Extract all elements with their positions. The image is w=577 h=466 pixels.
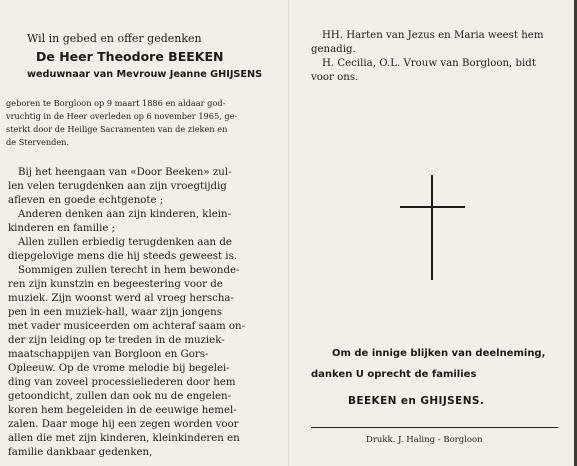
families-names: BEEKEN en GHIJSENS. — [348, 395, 485, 407]
text-line: ren zijn kunstzin en begeestering voor de — [8, 279, 223, 290]
widower-line: weduwnaar van Mevrouw Jeanne GHIJSENS — [27, 69, 263, 80]
text-line: afleven en goede echtgenote ; — [8, 195, 164, 206]
text-line: der zijn leiding op te treden in de muziek- — [8, 335, 225, 346]
text-line: len velen terugdenken aan zijn vroegtijdig — [8, 181, 227, 192]
cross-vertical — [431, 175, 433, 280]
name-surname: BEEKEN — [168, 49, 224, 64]
card-fold-highlight — [289, 0, 291, 466]
text-line: pen in een muziek-hall, waar zijn jongens — [8, 307, 222, 318]
prayer-line: genadig. — [311, 44, 356, 55]
deceased-name — [36, 49, 223, 64]
thanks-line: Om de innige blijken van deelneming, — [332, 348, 546, 359]
text-line: koren hem begeleiden in de eeuwige hemel- — [8, 405, 237, 416]
text-line: Sommigen zullen terecht in hem bewonde- — [18, 265, 240, 276]
text-line: kinderen en familie ; — [8, 223, 116, 234]
text-line: zalen. Daar moge hij een zegen worden voor — [8, 419, 239, 430]
text-line: familie dankbaar gedenken, — [8, 447, 153, 458]
text-line: diepgelovige mens die hij steeds geweest is. — [8, 251, 238, 262]
prayer-line: HH. Harten van Jezus en Maria weest hem — [322, 30, 544, 41]
text-line: Anderen denken aan zijn kinderen, klein- — [18, 209, 232, 220]
bio-line: geboren te Borgloon op 9 maart 1886 en aldaar god- — [6, 98, 226, 108]
text-line: ding van zoveel processieliederen door hem — [8, 377, 236, 388]
thanks-line: danken U oprecht de families — [311, 369, 477, 380]
text-line: Opleeuw. Op de vrome melodie bij begelei- — [8, 363, 230, 374]
divider — [311, 427, 558, 428]
text-line: Allen zullen erbiedig terugdenken aan de — [18, 237, 232, 248]
text-line: allen die met zijn kinderen, kleinkinderen en — [8, 433, 240, 444]
bio-line: sterkt door de Heilige Sacramenten van de zieken en — [6, 124, 228, 134]
bio-line: de Stervenden. — [6, 137, 70, 147]
cross-horizontal — [400, 206, 465, 208]
text-line: maatschappijen van Borgloon en Gors- — [8, 349, 209, 360]
text-line: muziek. Zijn woonst werd al vroeg herscha- — [8, 293, 234, 304]
prayer-line: voor ons. — [311, 72, 359, 83]
prayer-line: H. Cecilia, O.L. Vrouw van Borgloon, bidt — [322, 58, 536, 69]
printer-imprint: Drukk. J. Haling - Borgloon — [366, 435, 483, 445]
text-line: getoondicht, zullen dan ook nu de engelen- — [8, 391, 232, 402]
text-line: Bij het heengaan van «Door Beeken» zul- — [18, 167, 232, 178]
text-line: met vader musiceerden om achteraf saam on- — [8, 321, 246, 332]
bio-line: vruchtig in de Heer overleden op 6 november 1965, ge- — [6, 111, 238, 121]
name-prefix: De Heer Theodore — [36, 49, 169, 64]
invocation: Wil in gebed en offer gedenken — [27, 32, 202, 45]
